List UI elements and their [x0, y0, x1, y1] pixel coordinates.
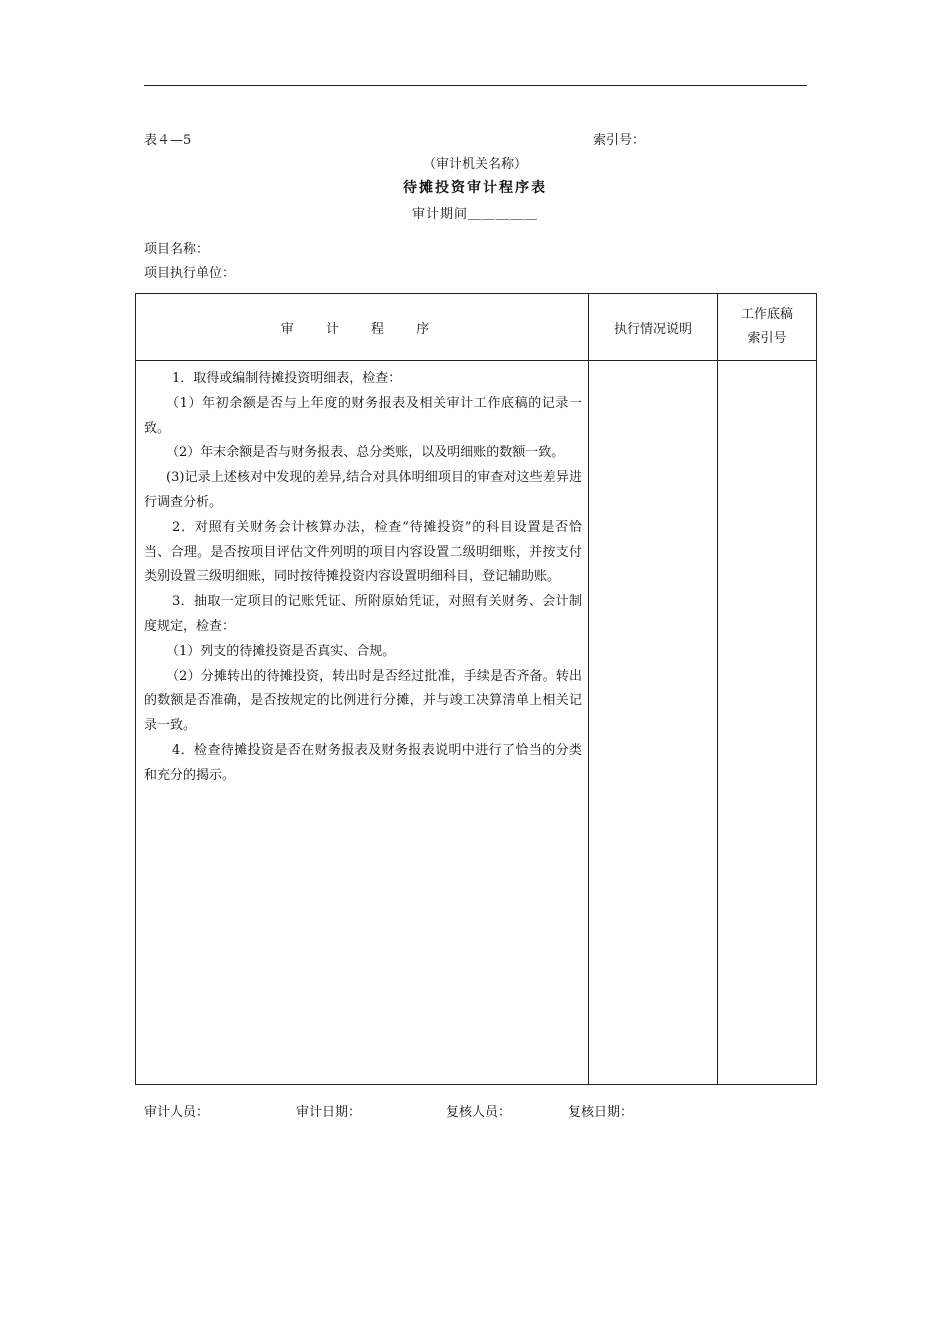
procedure-item: （2）分摊转出的待摊投资，转出时是否经过批准，手续是否齐备。转出的数额是否准确，是否按规定的比例进行分摊，并与竣工决算清单上相关记录一致。 [144, 668, 582, 734]
header-procedure: 审 计 程 序 [136, 294, 589, 361]
procedure-item: 2．对照有关财务会计核算办法，检查“待摊投资”的科目设置是否恰当、合理。是否按项目评估文件列明的项目内容设置二级明细账，并按支付类别设置三级明细账，同时按待摊投资内容设置明细科目，登记辅助账。 [144, 519, 582, 585]
header-index-line1: 工作底稿 [740, 307, 793, 322]
header-index-line2: 索引号 [747, 331, 787, 346]
execution-cell [589, 361, 718, 1085]
audit-procedure-table [135, 293, 817, 1085]
procedure-item: 4．检查待摊投资是否在财务报表及财务报表说明中进行了恰当的分类和充分的揭示。 [144, 742, 582, 783]
procedure-item: 3．抽取一定项目的记账凭证、所附原始凭证，对照有关财务、会计制度规定，检查： [144, 594, 582, 634]
audit-period: 审计期间＿＿＿＿＿ [411, 207, 538, 222]
procedure-item: (3)记录上述核对中发现的差异,结合对具体明细项目的审查对这些差异进行调查分析。 [144, 470, 582, 510]
table-header-row [136, 294, 817, 361]
procedure-item: 1．取得或编制待摊投资明细表，检查： [172, 371, 402, 386]
table-body-row [136, 361, 817, 1085]
page-title: 待摊投资审计程序表 [403, 180, 547, 196]
reviewer-label: 复核人员： [446, 1105, 512, 1120]
procedure-list [136, 361, 588, 789]
procedure-item: （1）列支的待摊投资是否真实、合规。 [166, 643, 396, 659]
project-unit-label: 项目执行单位： [144, 266, 236, 281]
header-workpaper-index [718, 294, 817, 361]
top-rule [144, 85, 807, 86]
index-number-label: 索引号： [593, 133, 646, 148]
auditor-label: 审计人员： [144, 1105, 210, 1120]
audit-date-label: 审计日期： [296, 1105, 362, 1120]
header-execution: 执行情况说明 [589, 294, 718, 361]
review-date-label: 复核日期： [568, 1105, 634, 1120]
procedure-item: （1）年初余额是否与上年度的财务报表及相关审计工作底稿的记录一致。 [144, 395, 582, 436]
audit-org-name: （审计机关名称） [422, 157, 527, 172]
workpaper-index-cell [718, 361, 817, 1085]
procedure-item: （2）年末余额是否与财务报表、总分类账，以及明细账的数额一致。 [166, 445, 565, 461]
project-name-label: 项目名称： [144, 242, 210, 257]
form-number: 表４—5 [144, 133, 192, 148]
procedure-cell [136, 361, 589, 1085]
